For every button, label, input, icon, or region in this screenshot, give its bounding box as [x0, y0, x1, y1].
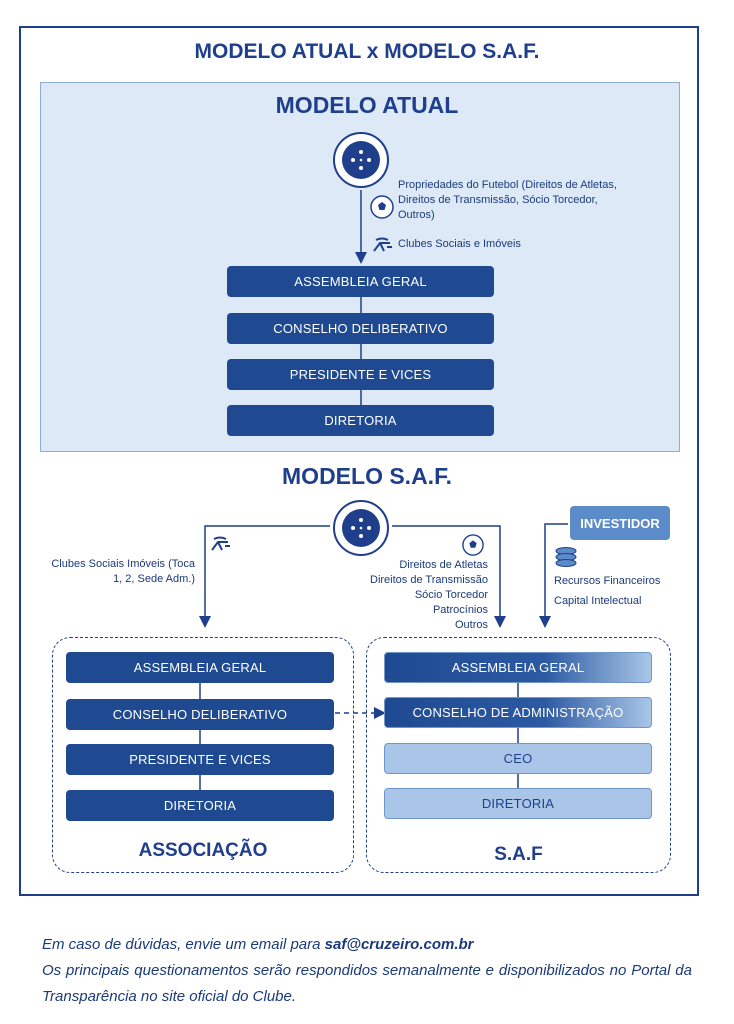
- saf-label: S.A.F: [494, 844, 543, 865]
- saf-conselho-box: CONSELHO DE ADMINISTRAÇÃO: [384, 697, 652, 728]
- atual-diretoria-box: DIRETORIA: [227, 405, 494, 436]
- beach-chair-icon: [372, 237, 394, 253]
- saf-assembleia-box: ASSEMBLEIA GERAL: [384, 652, 652, 683]
- middle-asset-item: Direitos de Transmissão: [370, 574, 488, 586]
- asset-clubes-text: Clubes Sociais e Imóveis: [398, 238, 521, 250]
- assoc-assembleia-box: ASSEMBLEIA GERAL: [66, 652, 334, 683]
- investidor-asset-item: Capital Intelectual: [554, 595, 642, 607]
- footer-line1: [42, 932, 692, 958]
- footer-email-link[interactable]: saf@cruzeiro.com.br: [324, 936, 474, 953]
- asset-futebol-text: Propriedades do Futebol (Direitos de Atletas, Direitos de Transmissão, Sócio Torcedor, Outros): [398, 179, 617, 221]
- assoc-diretoria-box: DIRETORIA: [66, 790, 334, 821]
- middle-asset-item: Patrocínios: [432, 604, 488, 616]
- left-assets-text: Clubes Sociais Imóveis (Toca 1, 2, Sede Adm.): [51, 558, 195, 585]
- atual-conselho-box: CONSELHO DELIBERATIVO: [227, 313, 494, 344]
- modelo-saf-title: MODELO S.A.F.: [282, 463, 452, 489]
- investidor-box: INVESTIDOR: [570, 506, 670, 540]
- assoc-conselho-box: CONSELHO DELIBERATIVO: [66, 699, 334, 730]
- main-title: MODELO ATUAL x MODELO S.A.F.: [194, 40, 540, 63]
- coins-icon: [553, 546, 579, 568]
- middle-asset-item: Sócio Torcedor: [414, 589, 488, 601]
- footer-line2: Os principais questionamentos serão respondidos semanalmente e disponibilizados no Portal da Transparência no site oficial do Clube.: [42, 962, 692, 1005]
- investidor-assets-list: [554, 574, 694, 609]
- middle-asset-item: Outros: [454, 619, 488, 631]
- beach-chair-icon: [210, 536, 232, 552]
- investidor-asset-item: Recursos Financeiros: [554, 575, 661, 587]
- middle-assets-list: [340, 558, 488, 633]
- saf-ceo-box: CEO: [384, 743, 652, 774]
- middle-asset-item: Direitos de Atletas: [399, 559, 488, 571]
- atual-presidente-box: PRESIDENTE E VICES: [227, 359, 494, 390]
- modelo-atual-title: MODELO ATUAL: [275, 92, 459, 118]
- soccer-ball-icon: [370, 195, 394, 219]
- saf-diretoria-box: DIRETORIA: [384, 788, 652, 819]
- assoc-presidente-box: PRESIDENTE E VICES: [66, 744, 334, 775]
- footer-prefix: Em caso de dúvidas, envie um email para: [42, 936, 325, 953]
- atual-assembleia-box: ASSEMBLEIA GERAL: [227, 266, 494, 297]
- soccer-ball-icon: [462, 534, 484, 556]
- associacao-label: ASSOCIAÇÃO: [138, 840, 268, 861]
